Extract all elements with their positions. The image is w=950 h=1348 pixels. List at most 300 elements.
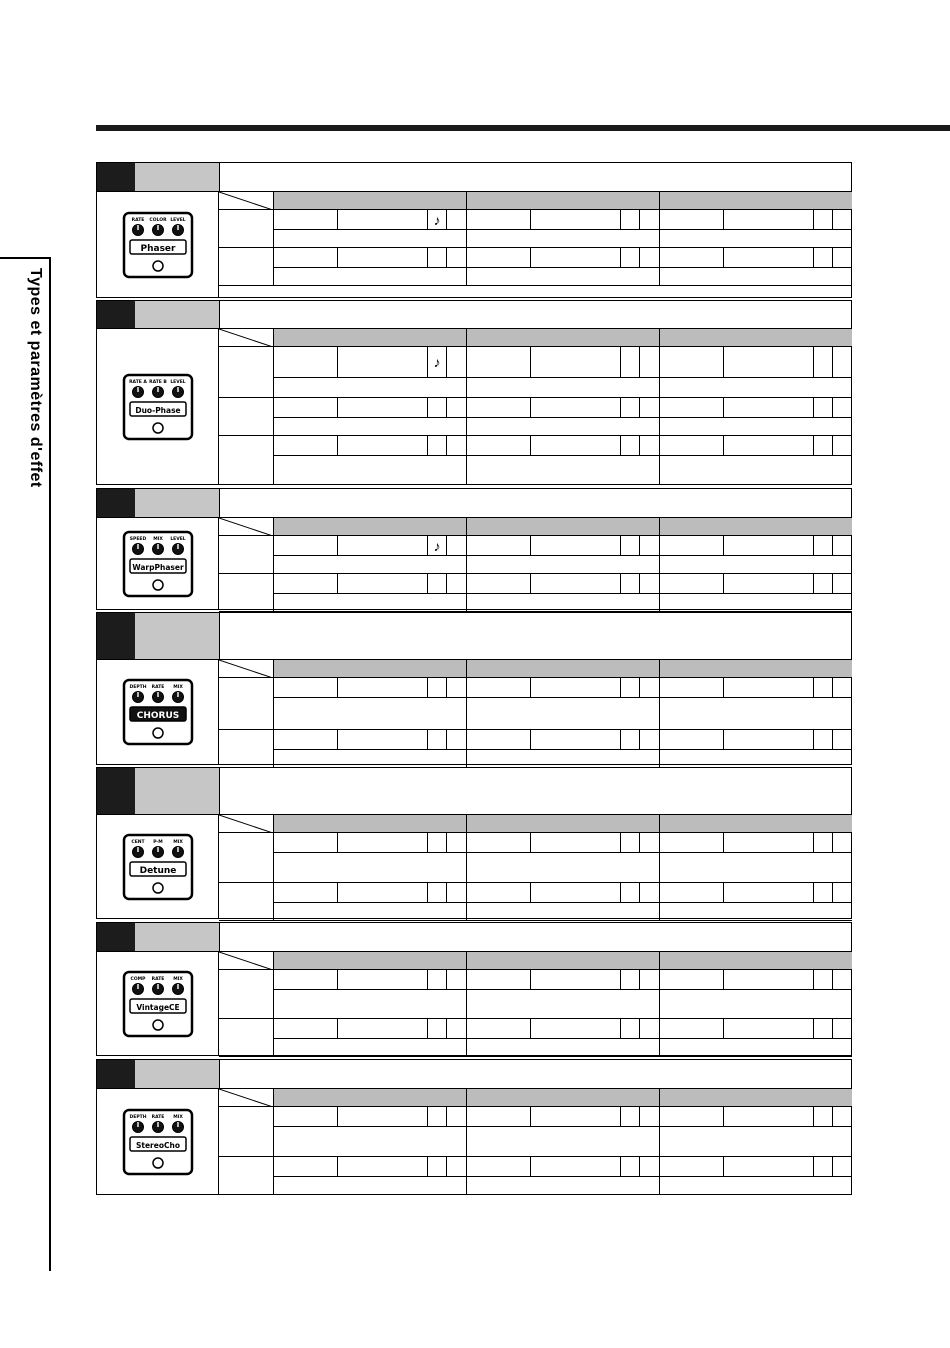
param-description <box>273 556 466 574</box>
param-cell <box>620 883 639 903</box>
param-cell <box>446 398 466 418</box>
pedal-name: WarpPhaser <box>131 562 184 572</box>
pedal-name: CHORUS <box>136 711 179 721</box>
section-number-tab <box>97 923 135 951</box>
param-cell <box>832 883 852 903</box>
footswitch-icon <box>153 580 163 590</box>
param-cell <box>813 1157 832 1177</box>
param-cell <box>273 833 337 853</box>
param-cell <box>620 970 639 990</box>
param-description <box>466 418 659 436</box>
knob-label: DEPTH <box>129 685 146 690</box>
corner-diagonal <box>219 518 273 536</box>
section-name-tab <box>135 1060 220 1088</box>
param-cell <box>832 210 852 230</box>
param-cell <box>639 536 659 556</box>
param-cell <box>273 883 337 903</box>
param-cell <box>832 347 852 378</box>
section-body <box>97 329 851 484</box>
section-name-tab <box>135 489 220 517</box>
param-cell <box>813 678 832 698</box>
section-number-tab <box>97 613 135 659</box>
param-cell <box>337 970 427 990</box>
row-label <box>219 1019 273 1057</box>
param-cell <box>723 398 813 418</box>
section-name-tab <box>135 613 220 659</box>
param-cell <box>832 730 852 750</box>
param-description <box>659 853 852 883</box>
knob-label: CENT <box>130 839 145 845</box>
pedal-cell <box>97 660 219 764</box>
param-cell <box>832 970 852 990</box>
param-cell <box>530 436 620 456</box>
corner-diagonal <box>219 660 273 678</box>
param-cell <box>832 574 852 594</box>
param-cell <box>620 1107 639 1127</box>
column-header <box>273 1089 466 1107</box>
column-header <box>273 815 466 833</box>
pedal-illustration <box>118 968 198 1040</box>
param-cell <box>659 678 723 698</box>
pedal-name: Detune <box>139 865 176 876</box>
side-title: Types et paramètres d'effet <box>27 268 44 488</box>
knob-label: MIX <box>152 536 163 542</box>
param-cell <box>639 398 659 418</box>
grid-corner <box>219 660 273 678</box>
param-description <box>659 594 852 612</box>
param-cell <box>273 536 337 556</box>
param-cell <box>446 574 466 594</box>
row-label <box>219 678 273 730</box>
param-description <box>659 1177 852 1195</box>
param-cell <box>273 347 337 378</box>
param-description <box>659 378 852 398</box>
param-description <box>466 698 659 730</box>
param-cell <box>427 678 446 698</box>
param-cell <box>813 536 832 556</box>
param-description <box>466 594 659 612</box>
param-description <box>659 1127 852 1157</box>
effect-section-duo-phase <box>96 300 852 485</box>
param-description <box>273 1127 466 1157</box>
row-label <box>219 210 273 248</box>
param-description <box>466 903 659 921</box>
pedal-cell <box>97 1089 219 1194</box>
param-cell <box>639 678 659 698</box>
param-cell <box>466 1107 530 1127</box>
param-cell <box>466 398 530 418</box>
param-description <box>659 990 852 1019</box>
param-cell <box>813 1019 832 1039</box>
param-cell <box>337 436 427 456</box>
column-header <box>466 518 659 536</box>
param-cell <box>659 347 723 378</box>
param-cell <box>273 1107 337 1127</box>
column-header <box>659 518 852 536</box>
param-cell <box>639 970 659 990</box>
footswitch-icon <box>153 883 163 893</box>
param-description <box>659 698 852 730</box>
section-body <box>97 192 851 297</box>
knob-label: RATE A <box>128 379 147 385</box>
param-cell <box>813 730 832 750</box>
param-cell <box>273 398 337 418</box>
param-cell <box>337 347 427 378</box>
param-cell <box>427 1157 446 1177</box>
column-header <box>466 660 659 678</box>
param-cell <box>446 1107 466 1127</box>
param-cell <box>659 730 723 750</box>
param-cell <box>639 833 659 853</box>
param-cell <box>273 210 337 230</box>
row-label <box>219 1107 273 1157</box>
knob-label: MIX <box>172 685 183 690</box>
grid-corner <box>219 952 273 970</box>
knob-label: COLOR <box>148 217 167 223</box>
param-cell <box>639 347 659 378</box>
param-cell <box>337 1157 427 1177</box>
param-cell <box>620 833 639 853</box>
param-description <box>659 1039 852 1057</box>
param-cell <box>620 1019 639 1039</box>
section-header <box>97 301 851 329</box>
param-cell <box>427 1107 446 1127</box>
section-name-tab <box>135 923 220 951</box>
param-description <box>273 230 466 248</box>
param-cell <box>273 248 337 268</box>
param-description <box>273 1177 466 1195</box>
corner-diagonal <box>219 329 273 347</box>
pedal-name: VintageCE <box>135 1002 180 1012</box>
column-header <box>273 192 466 210</box>
param-cell <box>466 1019 530 1039</box>
param-cell <box>530 574 620 594</box>
parameter-grid <box>219 660 851 764</box>
param-cell <box>723 436 813 456</box>
column-header <box>659 192 852 210</box>
parameter-grid <box>219 952 851 1055</box>
effect-section-phaser <box>96 162 852 298</box>
pedal-cell <box>97 192 219 297</box>
param-cell <box>337 678 427 698</box>
section-name-tab <box>135 163 220 191</box>
param-cell <box>832 678 852 698</box>
param-cell <box>446 248 466 268</box>
param-cell <box>337 248 427 268</box>
knob-label: SPEED <box>129 536 146 542</box>
param-cell <box>427 1019 446 1039</box>
param-cell <box>337 210 427 230</box>
section-header <box>97 163 851 192</box>
row-label <box>219 574 273 612</box>
param-cell <box>530 678 620 698</box>
section-header <box>97 923 851 952</box>
row-label <box>219 347 273 398</box>
side-rule-horizontal <box>0 257 50 259</box>
param-description <box>273 990 466 1019</box>
param-cell <box>639 730 659 750</box>
column-header <box>273 660 466 678</box>
param-cell <box>530 398 620 418</box>
param-cell <box>723 347 813 378</box>
knob-label: COMP <box>130 976 145 982</box>
grid-corner <box>219 329 273 347</box>
param-cell <box>659 1157 723 1177</box>
parameter-grid <box>219 518 851 609</box>
param-cell <box>813 970 832 990</box>
param-cell <box>466 1157 530 1177</box>
param-description <box>273 903 466 921</box>
param-cell <box>530 1107 620 1127</box>
param-cell <box>620 398 639 418</box>
column-header <box>466 1089 659 1107</box>
param-cell <box>446 833 466 853</box>
param-cell <box>620 678 639 698</box>
param-cell <box>659 970 723 990</box>
column-header <box>466 815 659 833</box>
column-header <box>273 518 466 536</box>
column-header <box>273 329 466 347</box>
param-description <box>466 268 659 286</box>
param-description <box>466 990 659 1019</box>
param-description <box>466 556 659 574</box>
param-cell <box>639 1019 659 1039</box>
section-number-tab <box>97 301 135 328</box>
pedal-illustration <box>118 1106 198 1178</box>
knob-label: RATE B <box>148 379 167 385</box>
section-number-tab <box>97 489 135 517</box>
param-cell <box>832 398 852 418</box>
knob-label: RATE <box>151 976 164 982</box>
footswitch-icon <box>153 1020 163 1030</box>
column-header <box>466 952 659 970</box>
param-cell <box>273 436 337 456</box>
param-cell <box>659 574 723 594</box>
grid-corner <box>219 815 273 833</box>
param-cell <box>530 1019 620 1039</box>
parameter-grid <box>219 192 851 297</box>
param-cell <box>530 248 620 268</box>
pedal-cell <box>97 952 219 1055</box>
section-number-tab <box>97 163 135 191</box>
pedal-illustration <box>118 676 198 748</box>
knob-label: MIX <box>172 839 183 845</box>
param-cell <box>659 398 723 418</box>
row-label <box>219 730 273 768</box>
param-cell <box>446 678 466 698</box>
param-description <box>659 268 852 286</box>
param-cell <box>639 210 659 230</box>
param-cell <box>659 210 723 230</box>
column-header <box>659 952 852 970</box>
param-cell <box>723 1157 813 1177</box>
param-cell <box>273 730 337 750</box>
param-cell <box>446 1157 466 1177</box>
pedal-name: StereoCho <box>135 1140 180 1150</box>
param-cell <box>273 574 337 594</box>
param-description <box>466 456 659 485</box>
knob-label: RATE <box>151 685 164 690</box>
param-cell <box>466 970 530 990</box>
param-cell <box>620 536 639 556</box>
pedal-name: Phaser <box>140 243 175 254</box>
param-cell <box>832 1019 852 1039</box>
param-cell <box>832 436 852 456</box>
param-cell <box>639 883 659 903</box>
tempo-sync-icon: ♪ <box>427 536 446 556</box>
param-description <box>273 698 466 730</box>
param-cell <box>832 248 852 268</box>
param-cell <box>273 1019 337 1039</box>
knob-label: RATE <box>131 217 144 223</box>
section-number-tab <box>97 1060 135 1088</box>
section-name-tab <box>135 301 220 328</box>
pedal-cell <box>97 815 219 918</box>
column-header <box>659 660 852 678</box>
row-label <box>219 436 273 485</box>
param-cell <box>659 883 723 903</box>
tempo-sync-icon: ♪ <box>427 210 446 230</box>
param-cell <box>530 730 620 750</box>
param-description <box>659 750 852 768</box>
param-description <box>466 1177 659 1195</box>
section-body <box>97 518 851 609</box>
param-cell <box>813 347 832 378</box>
param-cell <box>723 1107 813 1127</box>
parameter-grid <box>219 815 851 918</box>
knob-label: LEVEL <box>169 536 186 542</box>
param-description <box>273 1039 466 1057</box>
pedal-name: Duo-Phase <box>134 405 181 415</box>
footswitch-icon <box>153 1158 163 1168</box>
effect-section-vintage-ce <box>96 922 852 1056</box>
row-label <box>219 248 273 286</box>
section-body <box>97 1089 851 1194</box>
param-cell <box>530 536 620 556</box>
param-cell <box>723 248 813 268</box>
section-number-tab <box>97 768 135 814</box>
param-cell <box>659 1019 723 1039</box>
param-cell <box>813 436 832 456</box>
section-header <box>97 1060 851 1089</box>
param-cell <box>466 730 530 750</box>
knob-label: LEVEL <box>169 217 186 223</box>
param-cell <box>446 436 466 456</box>
param-cell <box>659 833 723 853</box>
param-cell <box>446 536 466 556</box>
param-cell <box>466 536 530 556</box>
grid-corner <box>219 192 273 210</box>
param-cell <box>620 436 639 456</box>
param-cell <box>723 883 813 903</box>
knob-label: DEPTH <box>129 1114 146 1120</box>
param-cell <box>466 347 530 378</box>
param-cell <box>659 1107 723 1127</box>
row-label <box>219 833 273 883</box>
param-cell <box>723 1019 813 1039</box>
effect-section-detune <box>96 767 852 919</box>
param-cell <box>659 436 723 456</box>
param-cell <box>427 398 446 418</box>
param-cell <box>530 883 620 903</box>
param-cell <box>813 833 832 853</box>
param-cell <box>446 1019 466 1039</box>
corner-diagonal <box>219 192 273 210</box>
footswitch-icon <box>153 261 163 271</box>
top-rule <box>96 125 950 131</box>
param-description <box>466 1039 659 1057</box>
param-cell <box>337 398 427 418</box>
param-cell <box>446 883 466 903</box>
knob-label: MIX <box>172 976 183 982</box>
param-cell <box>273 970 337 990</box>
grid-corner <box>219 1089 273 1107</box>
section-header <box>97 489 851 518</box>
param-cell <box>427 970 446 990</box>
column-header <box>659 329 852 347</box>
param-cell <box>832 833 852 853</box>
param-cell <box>273 1157 337 1177</box>
param-cell <box>273 678 337 698</box>
param-description <box>659 556 852 574</box>
parameter-grid <box>219 329 851 484</box>
param-cell <box>723 536 813 556</box>
param-cell <box>530 347 620 378</box>
param-cell <box>639 436 659 456</box>
param-description <box>659 456 852 485</box>
param-description <box>659 903 852 921</box>
column-header <box>659 1089 852 1107</box>
param-description <box>273 853 466 883</box>
param-cell <box>337 730 427 750</box>
param-cell <box>466 436 530 456</box>
param-cell <box>337 1019 427 1039</box>
column-header <box>273 952 466 970</box>
pedal-illustration <box>118 831 198 903</box>
param-cell <box>639 1107 659 1127</box>
param-cell <box>813 210 832 230</box>
param-cell <box>427 883 446 903</box>
param-cell <box>813 883 832 903</box>
param-cell <box>659 536 723 556</box>
param-cell <box>832 536 852 556</box>
section-header <box>97 613 851 660</box>
param-cell <box>620 1157 639 1177</box>
param-cell <box>466 248 530 268</box>
section-header <box>97 768 851 815</box>
param-cell <box>466 210 530 230</box>
corner-diagonal <box>219 952 273 970</box>
row-label <box>219 1157 273 1195</box>
param-cell <box>639 574 659 594</box>
param-description <box>273 456 466 485</box>
param-cell <box>427 833 446 853</box>
row-label <box>219 970 273 1019</box>
pedal-cell <box>97 518 219 609</box>
param-cell <box>337 536 427 556</box>
param-cell <box>813 248 832 268</box>
param-cell <box>446 347 466 378</box>
param-cell <box>723 833 813 853</box>
param-cell <box>620 574 639 594</box>
pedal-cell <box>97 329 219 484</box>
param-cell <box>446 730 466 750</box>
footswitch-icon <box>153 423 163 433</box>
param-cell <box>723 678 813 698</box>
param-cell <box>427 574 446 594</box>
corner-diagonal <box>219 815 273 833</box>
param-cell <box>832 1107 852 1127</box>
